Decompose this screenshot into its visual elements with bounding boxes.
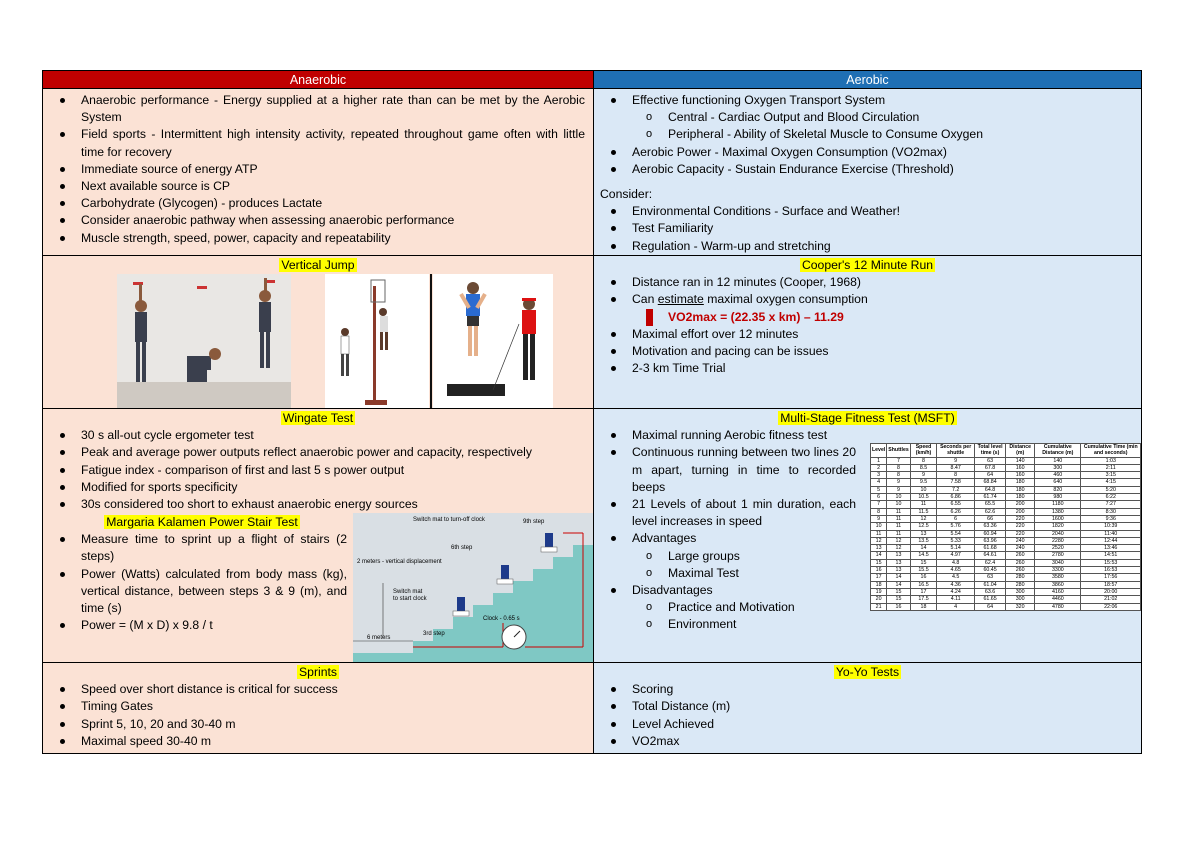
table-cell: 61.74 <box>975 494 1006 501</box>
table-cell: 64.61 <box>975 552 1006 559</box>
table-cell: 1:03 <box>1081 457 1141 464</box>
table-cell: 4.5 <box>937 574 975 581</box>
list-item: Maximal running Aerobic fitness test <box>632 427 856 444</box>
table-cell: 460 <box>1035 472 1081 479</box>
list-item: o Central - Cardiac Output and Blood Circulation <box>668 109 1141 126</box>
table-header-cell: Cumulative Time (min and seconds) <box>1081 444 1141 458</box>
switch-on-label-2: to start clock <box>393 596 427 602</box>
clock-label: Clock - 0.65 s <box>483 616 520 622</box>
table-cell: 2280 <box>1035 537 1081 544</box>
table-cell: 140 <box>1035 457 1081 464</box>
table-header-cell: Shuttles <box>887 444 910 458</box>
table-header-cell: Seconds per shuttle <box>937 444 975 458</box>
table-cell: 5.76 <box>937 523 975 530</box>
table-cell: 2780 <box>1035 552 1081 559</box>
table-cell: 6.26 <box>937 508 975 515</box>
list-item: Distance ran in 12 minutes (Cooper, 1968) <box>632 274 1141 291</box>
table-cell: 62.6 <box>975 508 1006 515</box>
table-cell: 13 <box>887 559 910 566</box>
table-cell: 18:57 <box>1081 581 1141 588</box>
table-cell: 1380 <box>1035 508 1081 515</box>
list-item: Continuous running between two lines 20 m apart, turning in time to recorded beeps <box>632 444 856 496</box>
list-item: Peak and average power outputs reflect anaerobic power and capacity, respectively <box>81 444 585 461</box>
msft-table <box>870 443 1141 611</box>
table-cell: 15 <box>910 559 937 566</box>
table-cell: 640 <box>1035 479 1081 486</box>
table-cell: 300 <box>1006 596 1035 603</box>
list-item: VO2max <box>632 733 1141 750</box>
table-cell: 5.33 <box>937 537 975 544</box>
table-row <box>871 537 1141 544</box>
table-cell: 5.14 <box>937 545 975 552</box>
table-cell: 16 <box>910 574 937 581</box>
margaria-block <box>43 514 353 634</box>
table-cell: 13 <box>887 552 910 559</box>
table-cell: 1 <box>871 457 887 464</box>
table-cell: 14 <box>887 574 910 581</box>
table-cell: 8:30 <box>1081 508 1141 515</box>
table-cell: 15:53 <box>1081 559 1141 566</box>
table-cell: 140 <box>1006 457 1035 464</box>
table-cell: 8 <box>887 472 910 479</box>
table-cell: 160 <box>1006 464 1035 471</box>
list-item: Modified for sports specificity <box>81 479 585 496</box>
list-item: Consider anaerobic pathway when assessing anaerobic performance <box>81 212 585 229</box>
table-cell: 14 <box>910 545 937 552</box>
list-item: Aerobic Power - Maximal Oxygen Consumption (VO2max) <box>632 144 1141 161</box>
jump-test-photo <box>433 274 553 408</box>
table-cell: 11 <box>871 530 887 537</box>
table-cell: 4.11 <box>937 596 975 603</box>
table-cell: 2040 <box>1035 530 1081 537</box>
table-cell: 2:11 <box>1081 464 1141 471</box>
table-cell: 11 <box>887 523 910 530</box>
cooper-run-title: Cooper's 12 Minute Run <box>801 258 934 272</box>
margaria-list <box>43 531 353 634</box>
table-cell: 20:00 <box>1081 588 1141 595</box>
table-cell: 4.36 <box>937 581 975 588</box>
list-item: Maximal speed 30-40 m <box>81 733 593 750</box>
table-cell: 61.04 <box>975 581 1006 588</box>
sprints-list <box>43 681 593 750</box>
msft-list <box>594 427 856 633</box>
cooper-run-list <box>594 274 1141 377</box>
table-row <box>871 479 1141 486</box>
table-row <box>871 574 1141 581</box>
table-cell: 12 <box>910 515 937 522</box>
wingate-margaria-cell <box>43 409 594 662</box>
table-cell: 260 <box>1006 559 1035 566</box>
list-item: Anaerobic performance - Energy supplied at a higher rate than can be met by the Aerobic System <box>81 92 585 126</box>
table-row <box>871 508 1141 515</box>
table-row <box>871 567 1141 574</box>
list-item: Measure time to sprint up a flight of stairs (2 steps) <box>81 531 347 565</box>
table-cell: 21 <box>871 603 887 610</box>
cooper-run-cell <box>594 256 1141 408</box>
table-cell: 14 <box>871 552 887 559</box>
table-cell: 60.45 <box>975 567 1006 574</box>
table-cell: 15 <box>871 559 887 566</box>
table-cell: 8 <box>937 472 975 479</box>
msft-table-wrap <box>870 443 1141 611</box>
table-cell: 62.4 <box>975 559 1006 566</box>
table-cell: 63 <box>975 574 1006 581</box>
table-cell: 220 <box>1006 523 1035 530</box>
table-cell: 6 <box>871 494 887 501</box>
table-cell: 61.68 <box>975 545 1006 552</box>
list-item: 30 s all-out cycle ergometer test <box>81 427 585 444</box>
table-row <box>871 559 1141 566</box>
anaerobic-intro-cell <box>43 89 594 255</box>
table-cell: 61.65 <box>975 596 1006 603</box>
table-cell: 15 <box>887 588 910 595</box>
table-cell: 63 <box>975 457 1006 464</box>
table-cell: 19 <box>871 588 887 595</box>
table-cell: 63.6 <box>975 588 1006 595</box>
table-cell: 3040 <box>1035 559 1081 566</box>
list-item: Maximal effort over 12 minutes <box>632 326 1141 343</box>
table-cell: 8 <box>910 457 937 464</box>
yoyo-cell <box>594 663 1141 753</box>
fitness-tests-sheet <box>42 70 1142 754</box>
list-item: Can estimate maximal oxygen consumption <box>632 291 1141 308</box>
table-cell: 11.5 <box>910 508 937 515</box>
table-cell: 220 <box>1006 515 1035 522</box>
table-cell: 180 <box>1006 494 1035 501</box>
table-row <box>871 552 1141 559</box>
table-cell: 220 <box>1006 530 1035 537</box>
table-cell: 12.5 <box>910 523 937 530</box>
table-cell: 66 <box>975 515 1006 522</box>
table-cell: 63.36 <box>975 523 1006 530</box>
step6-label: 6th step <box>451 545 473 551</box>
vertical-label: 2 meters - vertical displacement <box>357 559 442 565</box>
table-cell: 2520 <box>1035 545 1081 552</box>
photo-divider <box>430 274 432 408</box>
list-item: Next available source is CP <box>81 178 585 195</box>
table-cell: 8.47 <box>937 464 975 471</box>
list-item: Disadvantages <box>632 582 856 599</box>
yoyo-list <box>594 681 1141 750</box>
table-cell: 3580 <box>1035 574 1081 581</box>
table-row <box>871 545 1141 552</box>
table-row <box>871 581 1141 588</box>
table-header-cell: Total level time (s) <box>975 444 1006 458</box>
jump-apparatus-illustration <box>325 274 429 408</box>
table-row <box>871 523 1141 530</box>
table-cell: 7 <box>871 501 887 508</box>
step9-label: 9th step <box>523 519 545 525</box>
table-cell: 10 <box>910 486 937 493</box>
table-cell: 13 <box>871 545 887 552</box>
table-cell: 5.54 <box>937 530 975 537</box>
table-cell: 10 <box>887 501 910 508</box>
table-cell: 3:15 <box>1081 472 1141 479</box>
table-cell: 200 <box>1006 508 1035 515</box>
list-item: Level Achieved <box>632 716 1141 733</box>
table-cell: 4 <box>937 603 975 610</box>
table-cell: 260 <box>1006 552 1035 559</box>
table-cell: 64.8 <box>975 486 1006 493</box>
list-item: 2-3 km Time Trial <box>632 360 1141 377</box>
list-item: Fatigue index - comparison of first and last 5 s power output <box>81 462 585 479</box>
margaria-title: Margaria Kalamen Power Stair Test <box>106 515 298 529</box>
table-cell: 13 <box>887 567 910 574</box>
table-cell: 5 <box>871 486 887 493</box>
table-cell: 14 <box>887 581 910 588</box>
vertical-jump-title: Vertical Jump <box>281 258 355 272</box>
list-item: o Large groups <box>668 548 856 565</box>
table-row <box>871 494 1141 501</box>
list-item: Environmental Conditions - Surface and Weather! <box>632 203 1141 220</box>
list-item: o Peripheral - Ability of Skeletal Muscle to Consume Oxygen <box>668 126 1141 143</box>
table-cell: 4.24 <box>937 588 975 595</box>
table-cell: 1180 <box>1035 501 1081 508</box>
yoyo-title: Yo-Yo Tests <box>835 665 900 679</box>
table-cell: 17:56 <box>1081 574 1141 581</box>
table-cell: 12:44 <box>1081 537 1141 544</box>
list-item: Advantages <box>632 530 856 547</box>
table-header-cell: Speed (km/h) <box>910 444 937 458</box>
table-row <box>871 603 1141 610</box>
table-cell: 9 <box>887 479 910 486</box>
list-item: o Practice and Motivation <box>668 599 856 616</box>
table-cell: 10 <box>887 494 910 501</box>
table-cell: 9 <box>871 515 887 522</box>
table-cell: 9 <box>937 457 975 464</box>
wingate-title: Wingate Test <box>282 411 354 425</box>
list-item: Scoring <box>632 681 1141 698</box>
table-cell: 7.2 <box>937 486 975 493</box>
table-cell: 1820 <box>1035 523 1081 530</box>
step3-label: 3rd step <box>423 631 445 637</box>
table-cell: 3300 <box>1035 567 1081 574</box>
table-cell: 11 <box>887 530 910 537</box>
list-item: Aerobic Capacity - Sustain Endurance Exercise (Threshold) <box>632 161 1141 178</box>
table-cell: 4.97 <box>937 552 975 559</box>
table-cell: 320 <box>1006 603 1035 610</box>
table-cell: 980 <box>1035 494 1081 501</box>
table-cell: 9:36 <box>1081 515 1141 522</box>
table-cell: 13:46 <box>1081 545 1141 552</box>
list-item: Power (Watts) calculated from body mass (kg), vertical distance, between steps 3 & 9 (m), and time (s) <box>81 566 347 618</box>
table-cell: 200 <box>1006 501 1035 508</box>
table-cell: 64 <box>975 472 1006 479</box>
table-cell: 160 <box>1006 472 1035 479</box>
table-cell: 4460 <box>1035 596 1081 603</box>
table-cell: 240 <box>1006 537 1035 544</box>
aerobic-header: Aerobic <box>594 71 1141 89</box>
table-cell: 1600 <box>1035 515 1081 522</box>
sprints-cell <box>43 663 594 753</box>
table-cell: 6 <box>937 515 975 522</box>
table-cell: 13 <box>910 530 937 537</box>
table-cell: 12 <box>871 537 887 544</box>
table-cell: 280 <box>1006 581 1035 588</box>
aerobic-intro-list <box>594 92 1141 178</box>
list-item: Test Familiarity <box>632 220 1141 237</box>
list-item: o Maximal Test <box>668 565 856 582</box>
list-item: Muscle strength, speed, power, capacity and repeatability <box>81 230 585 247</box>
list-item: Immediate source of energy ATP <box>81 161 585 178</box>
table-cell: 15 <box>887 596 910 603</box>
list-item: 30s considered too short to exhaust anaerobic energy sources <box>81 496 585 513</box>
table-header-cell: Distance (m) <box>1006 444 1035 458</box>
table-cell: 8 <box>887 464 910 471</box>
distance-label: 6 meters <box>367 635 391 641</box>
switch-off-label: Switch mat to turn-off clock <box>413 517 485 523</box>
list-item: Field sports - Intermittent high intensity activity, repeated throughout game often with little time for recovery <box>81 126 585 160</box>
table-cell: 6.55 <box>937 501 975 508</box>
table-cell: 4.65 <box>937 567 975 574</box>
table-cell: 65.5 <box>975 501 1006 508</box>
msft-title: Multi-Stage Fitness Test (MSFT) <box>780 411 955 425</box>
table-cell: 280 <box>1006 574 1035 581</box>
table-cell: 11 <box>887 515 910 522</box>
table-cell: 240 <box>1006 545 1035 552</box>
table-cell: 9 <box>910 472 937 479</box>
table-row <box>871 472 1141 479</box>
table-row <box>871 596 1141 603</box>
table-cell: 4780 <box>1035 603 1081 610</box>
table-cell: 10:39 <box>1081 523 1141 530</box>
table-cell: 15.5 <box>910 567 937 574</box>
table-cell: 820 <box>1035 486 1081 493</box>
table-cell: 11:40 <box>1081 530 1141 537</box>
wingate-list <box>43 427 593 513</box>
list-item: 21 Levels of about 1 min duration, each level increases in speed <box>632 496 856 530</box>
table-cell: 16 <box>887 603 910 610</box>
list-item: Power = (M x D) x 9.8 / t <box>81 617 347 634</box>
table-header-cell: Cumulative Distance (m) <box>1035 444 1081 458</box>
table-cell: 260 <box>1006 567 1035 574</box>
table-cell: 16.5 <box>910 581 937 588</box>
table-cell: 11 <box>910 501 937 508</box>
table-cell: 16 <box>871 567 887 574</box>
table-cell: 20 <box>871 596 887 603</box>
table-cell: 67.8 <box>975 464 1006 471</box>
anaerobic-intro-list <box>43 92 593 247</box>
anaerobic-header: Anaerobic <box>43 71 594 89</box>
table-cell: 10.5 <box>910 494 937 501</box>
table-row <box>871 515 1141 522</box>
table-cell: 2 <box>871 464 887 471</box>
table-cell: 68.84 <box>975 479 1006 486</box>
stair-test-diagram <box>353 513 593 662</box>
table-cell: 16:53 <box>1081 567 1141 574</box>
table-cell: 7.58 <box>937 479 975 486</box>
table-row <box>871 530 1141 537</box>
table-cell: 5:20 <box>1081 486 1141 493</box>
table-cell: 180 <box>1006 486 1035 493</box>
table-row <box>871 457 1141 464</box>
sprints-title: Sprints <box>299 665 337 679</box>
table-header-cell: Level <box>871 444 887 458</box>
table-row <box>871 588 1141 595</box>
list-item: Motivation and pacing can be issues <box>632 343 1141 360</box>
table-cell: 4160 <box>1035 588 1081 595</box>
list-item: Sprint 5, 10, 20 and 30-40 m <box>81 716 593 733</box>
consider-label: Consider: <box>600 187 653 202</box>
switch-on-label-1: Switch mat <box>393 589 423 595</box>
table-cell: 22:06 <box>1081 603 1141 610</box>
table-cell: 300 <box>1035 464 1081 471</box>
table-cell: 12 <box>887 545 910 552</box>
table-cell: 18 <box>871 581 887 588</box>
table-cell: 4:15 <box>1081 479 1141 486</box>
list-item: Total Distance (m) <box>632 698 1141 715</box>
table-cell: 64 <box>975 603 1006 610</box>
list-item: Speed over short distance is critical for success <box>81 681 593 698</box>
table-row <box>871 486 1141 493</box>
table-cell: 18 <box>910 603 937 610</box>
table-cell: 9.5 <box>910 479 937 486</box>
list-item: Regulation - Warm-up and stretching <box>632 238 1141 255</box>
table-cell: 21:02 <box>1081 596 1141 603</box>
table-cell: 17 <box>871 574 887 581</box>
consider-list <box>594 203 1141 255</box>
table-cell: 7:27 <box>1081 501 1141 508</box>
table-cell: 6.86 <box>937 494 975 501</box>
table-cell: 17 <box>910 588 937 595</box>
table-cell: 180 <box>1006 479 1035 486</box>
table-cell: 4.8 <box>937 559 975 566</box>
table-cell: 10 <box>871 523 887 530</box>
aerobic-intro-cell <box>594 89 1141 255</box>
list-item: Timing Gates <box>81 698 593 715</box>
table-row <box>871 501 1141 508</box>
table-cell: 13.5 <box>910 537 937 544</box>
table-cell: 3 <box>871 472 887 479</box>
vo2max-formula: o VO2max = (22.35 x km) – 11.29 <box>668 309 1141 326</box>
table-cell: 17.5 <box>910 596 937 603</box>
table-cell: 14:51 <box>1081 552 1141 559</box>
vertical-jump-photo-sequence <box>117 274 291 408</box>
list-item: o Environment <box>668 616 856 633</box>
table-cell: 3860 <box>1035 581 1081 588</box>
table-cell: 8.5 <box>910 464 937 471</box>
table-cell: 63.96 <box>975 537 1006 544</box>
msft-cell <box>594 409 1141 662</box>
vertical-jump-cell <box>43 256 594 408</box>
list-item: Carbohydrate (Glycogen) - produces Lactate <box>81 195 585 212</box>
table-row <box>871 464 1141 471</box>
table-cell: 9 <box>887 486 910 493</box>
table-cell: 11 <box>887 508 910 515</box>
table-cell: 60.94 <box>975 530 1006 537</box>
table-cell: 7 <box>887 457 910 464</box>
table-cell: 12 <box>887 537 910 544</box>
table-cell: 6:22 <box>1081 494 1141 501</box>
table-cell: 14.5 <box>910 552 937 559</box>
table-cell: 8 <box>871 508 887 515</box>
table-cell: 300 <box>1006 588 1035 595</box>
table-cell: 4 <box>871 479 887 486</box>
list-item: Effective functioning Oxygen Transport System <box>632 92 1141 109</box>
